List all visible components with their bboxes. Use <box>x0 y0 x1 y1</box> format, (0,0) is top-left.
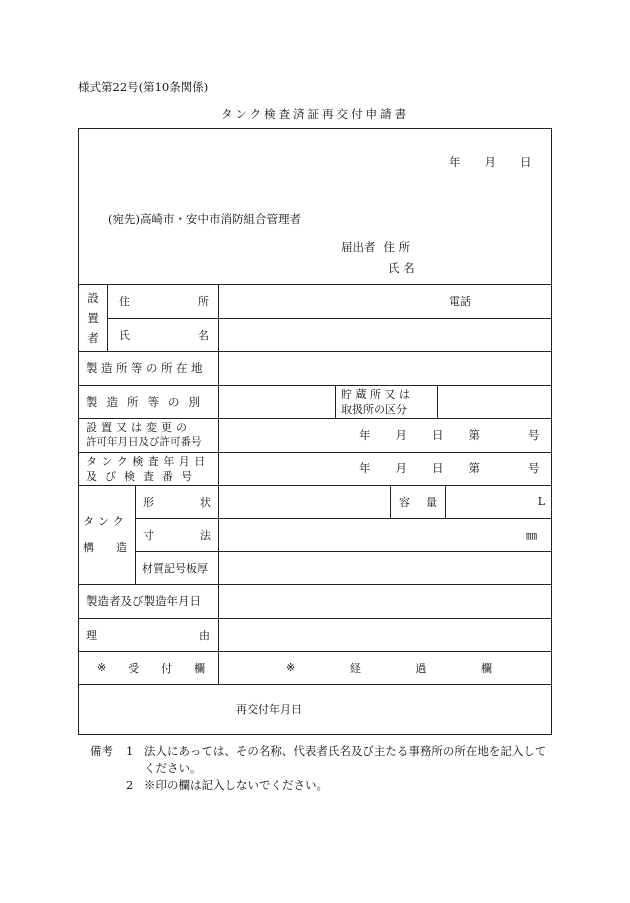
installer-name-label-b: 名 <box>198 328 209 342</box>
reissue-date-label: 再交付年月日 <box>236 703 302 716</box>
form-number: 様式第22号(第10条関係) <box>78 80 209 94</box>
capacity-label-b: 量 <box>426 495 437 509</box>
notifier-address-label: 住 所 <box>383 240 411 254</box>
reason-label-a: 理 <box>86 628 97 642</box>
installer-address-label <box>119 284 209 318</box>
installer-char-2: 置 <box>87 310 99 325</box>
form-table <box>78 128 552 735</box>
permit-month: 月 <box>395 428 407 442</box>
inspection-month: 月 <box>395 461 407 475</box>
inspection-day: 日 <box>432 461 444 475</box>
notes <box>90 743 560 794</box>
day-label: 日 <box>520 155 532 169</box>
notifier-name-label: 氏 名 <box>388 261 415 275</box>
reception-char-3: 欄 <box>193 661 205 675</box>
reception-char-2: 付 <box>161 661 173 675</box>
progress-char-2: 過 <box>415 661 427 675</box>
manufacturer-label: 製造者及び製造年月日 <box>86 594 201 608</box>
reception-header <box>97 651 205 684</box>
storage-type-label <box>341 385 433 418</box>
facility-type-label: 製造所等の別 <box>86 394 209 409</box>
permit-year: 年 <box>359 428 371 442</box>
addressee: (宛先)高崎市・安中市消防組合管理者 <box>108 212 301 226</box>
dimension-label <box>143 518 211 551</box>
capacity-label-a: 容 <box>399 495 410 509</box>
note-1-continuation: ください。 <box>144 761 202 775</box>
year-label: 年 <box>449 155 461 169</box>
note-1-text: 法人にあっては、その名称、代表者氏名及び主たる事務所の所在地を記入して <box>144 744 547 758</box>
tank-structure-label <box>83 485 149 584</box>
inspection-go: 号 <box>528 461 540 475</box>
permit-line2: 許可年月日及び許可番号 <box>86 436 202 448</box>
inspection-year: 年 <box>359 461 371 475</box>
reception-mark: ※ <box>97 661 107 674</box>
permit-date-number <box>359 427 540 443</box>
capacity-unit: L <box>537 495 545 508</box>
inspection-label <box>86 452 216 485</box>
permit-go: 号 <box>528 428 540 442</box>
shape-label <box>143 485 211 518</box>
installer-address-label-a: 住 <box>119 295 130 308</box>
tank-line2: 構造 <box>83 540 149 554</box>
storage-type-line2: 取扱所の区分 <box>341 402 407 416</box>
note-2-text: ※印の欄は記入しないでください。 <box>144 778 328 792</box>
installer-char-3: 者 <box>87 330 99 345</box>
inspection-date-number <box>359 460 540 476</box>
inspection-dai: 第 <box>468 461 480 475</box>
installer-address-label-b: 所 <box>198 295 209 308</box>
installer-name-label <box>119 318 209 351</box>
notifier-label: 届出者 <box>341 240 376 254</box>
shape-label-a: 形 <box>143 495 154 509</box>
storage-type-line1: 貯蔵所又は <box>341 387 414 401</box>
installer-char-1: 設 <box>87 290 99 305</box>
note-2-number: 2 <box>126 778 134 792</box>
progress-char-1: 経 <box>349 661 361 675</box>
dimension-unit: ㎜ <box>526 528 537 542</box>
reception-char-1: 受 <box>128 661 140 675</box>
inspection-line2: 及び検査番号 <box>86 469 200 483</box>
shape-label-b: 状 <box>200 495 211 509</box>
progress-header <box>286 651 492 684</box>
tank-line1: タンク <box>83 514 128 528</box>
inspection-line1: タンク検査年月日 <box>86 454 210 468</box>
progress-mark: ※ <box>286 661 296 674</box>
document-title: タンク検査済証再交付申請書 <box>220 107 410 121</box>
notes-label: 備考 <box>90 744 113 758</box>
permit-dai: 第 <box>468 428 480 442</box>
phone-label: 電話 <box>449 295 471 308</box>
capacity-label <box>399 485 437 518</box>
installer-side-label <box>79 284 107 351</box>
progress-char-3: 欄 <box>481 661 492 675</box>
dimension-label-b: 法 <box>200 528 211 542</box>
material-label: 材質記号板厚 <box>142 561 208 575</box>
header-date <box>449 154 532 170</box>
location-label: 製造所等の所在地 <box>86 361 206 375</box>
note-1-number: 1 <box>126 744 134 758</box>
permit-label <box>86 418 216 452</box>
notifier-address-line <box>341 239 410 255</box>
month-label: 月 <box>484 155 496 169</box>
permit-day: 日 <box>432 428 444 442</box>
dimension-label-a: 寸 <box>143 528 154 542</box>
reason-label-b: 由 <box>199 628 210 642</box>
installer-name-label-a: 氏 <box>119 328 130 342</box>
reason-label <box>86 618 210 651</box>
permit-line1: 設置又は変更の <box>86 421 191 434</box>
